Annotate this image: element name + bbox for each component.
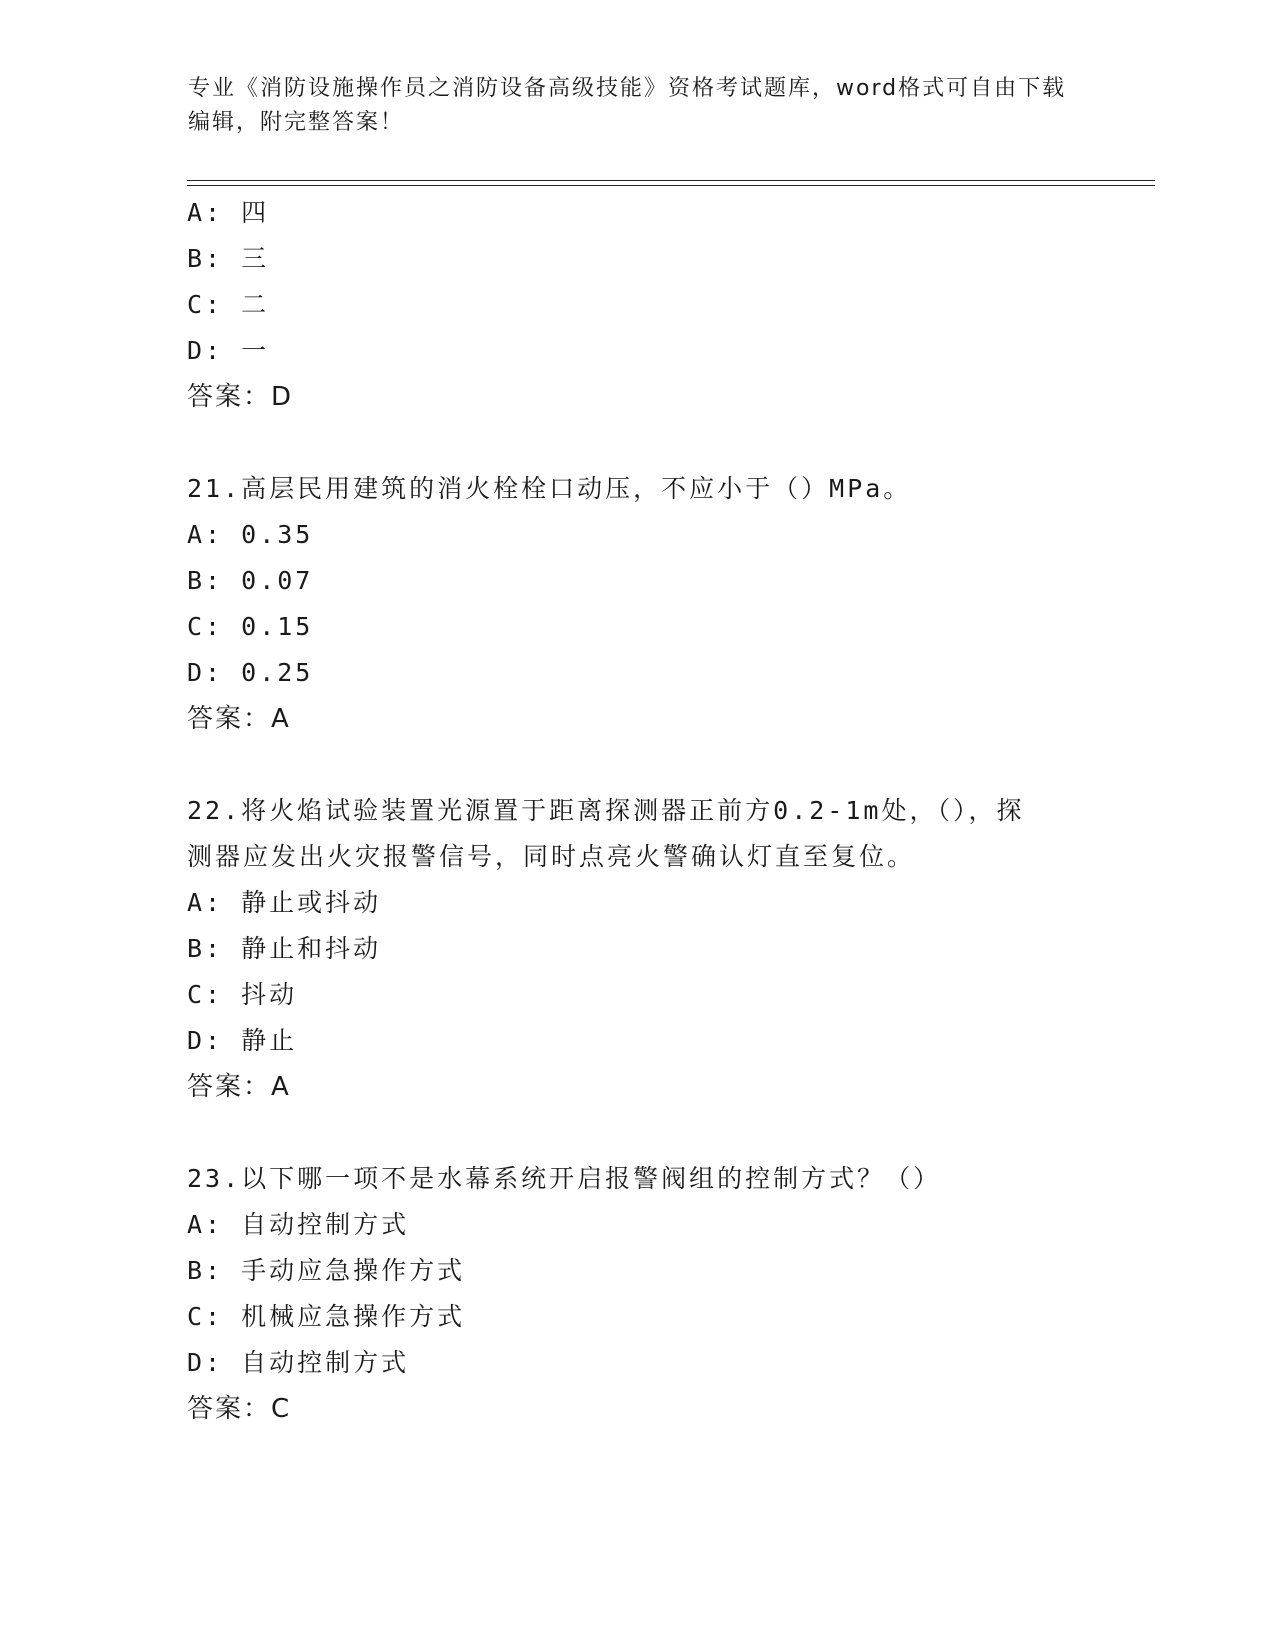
option-a: A: 四 <box>187 198 270 227</box>
option-b: B: 0.07 <box>187 566 314 595</box>
question-stem: 21.高层民用建筑的消火栓栓口动压，不应小于（）MPa。 <box>187 474 912 503</box>
question-stem: 23.以下哪一项不是水幕系统开启报警阀组的控制方式？（） <box>187 1164 942 1193</box>
option-d: D: 一 <box>187 336 270 365</box>
option-d: D: 静止 <box>187 1026 298 1055</box>
option-d: D: 0.25 <box>187 658 314 687</box>
option-a: A: 0.35 <box>187 520 314 549</box>
question-21 <box>187 466 1087 742</box>
header-text: 专业《消防设施操作员之消防设备高级技能》资格考试题库，word格式可自由下载编辑，附完整答案！ <box>188 76 1067 135</box>
question-stem-line-1: 22.将火焰试验装置光源置于距离探测器正前方0.2-1m处，（），探 <box>187 796 1025 825</box>
question-stem-line-2: 测器应发出火灾报警信号，同时点亮火警确认灯直至复位。 <box>187 842 916 871</box>
question-23 <box>187 1156 1087 1432</box>
answer: 答案：A <box>187 704 291 734</box>
option-a: A: 自动控制方式 <box>187 1210 410 1239</box>
option-c: C: 0.15 <box>187 612 314 641</box>
answer: 答案：D <box>187 382 294 412</box>
document-header <box>188 72 1088 140</box>
option-c: C: 二 <box>187 290 270 319</box>
answer: 答案：A <box>187 1072 291 1102</box>
question-20 <box>187 190 1087 420</box>
option-d: D: 自动控制方式 <box>187 1348 410 1377</box>
option-b: B: 三 <box>187 244 270 273</box>
option-c: C: 抖动 <box>187 980 298 1009</box>
question-22 <box>187 788 1087 1110</box>
header-divider-bottom <box>187 185 1155 186</box>
option-b: B: 静止和抖动 <box>187 934 382 963</box>
option-b: B: 手动应急操作方式 <box>187 1256 466 1285</box>
option-c: C: 机械应急操作方式 <box>187 1302 466 1331</box>
option-a: A: 静止或抖动 <box>187 888 382 917</box>
answer: 答案：C <box>187 1394 292 1424</box>
question-list <box>187 190 1087 1432</box>
header-divider-top <box>187 180 1155 181</box>
